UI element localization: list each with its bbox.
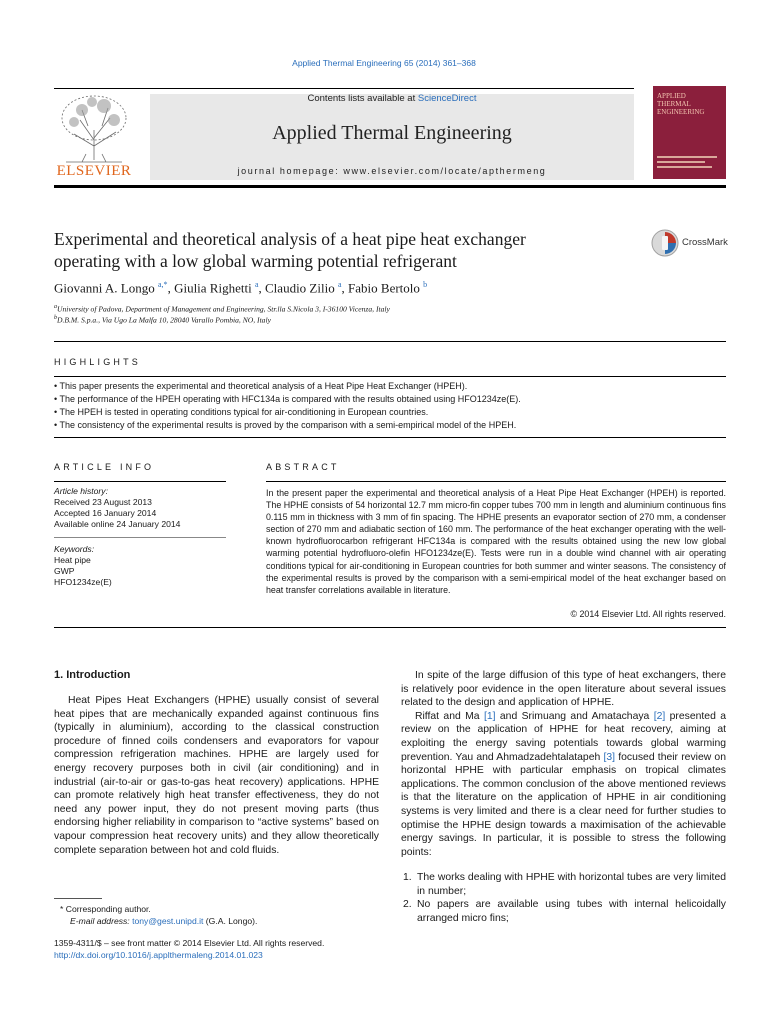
author-affil-mark[interactable]: a [254, 280, 259, 289]
highlights-bottom-rule [54, 437, 726, 438]
abstract-rule [266, 481, 726, 482]
author-name: Giulia Righetti [174, 280, 252, 296]
reference-link[interactable]: [2] [653, 710, 666, 722]
list-item: 2. No papers are available using tubes with internal helicoidally arranged micro fins; [403, 899, 726, 924]
issn-line: 1359-4311/$ – see front matter © 2014 Elsevier Ltd. All rights reserved. [54, 938, 325, 948]
contents-line [150, 93, 634, 104]
header-top-rule [54, 88, 634, 89]
crossmark-label: CrossMark [682, 237, 728, 248]
keyword: HFO1234ze(E) [54, 577, 112, 587]
intro-paragraph: In spite of the large diffusion of this type of heat exchangers, there is relatively poor evidence in the open literature about several issues related to the design and application of HPHE. [401, 670, 726, 709]
affiliation-b: $^b$D.B.M. S.p.a., Via Ugo La Malfa 10, 28040 Varallo Pombia, NO, Italy [54, 315, 271, 325]
author-email-link[interactable]: tony@gest.unipd.it [132, 916, 204, 926]
abstract-copyright: © 2014 Elsevier Ltd. All rights reserved. [570, 609, 726, 619]
highlights-list [54, 380, 726, 432]
contents-prefix: Contents lists available at [307, 93, 418, 104]
abstract-heading: ABSTRACT [266, 462, 340, 472]
footnote-rule [54, 898, 102, 899]
front-matter-bottom-rule [54, 627, 726, 628]
numbered-list [401, 871, 726, 925]
intro-paragraph: Heat Pipes Heat Exchangers (HPHE) usually consist of several heat pipes that are mechanically expanded against continuous fins (typically in aluminium), according to the classical construction procedure of finned coils condensers and evaporators for vapour compression refrigeration machines. HPHE are largely used for energy recovery purposes both in civil (air conditioning) and in industrial (air-to-air or gas-to-gas heat recovery) applications. HPHE can promote relatively high heat transfer effectiveness, they do not need any power input, they do not present moving parts (thus endorsing higher reliability in comparison to “active systems” based on vapour compression heat recovery units) and they allow theoretically complete separation between hot and cold fluids. [54, 695, 379, 856]
highlight-item: • This paper presents the experimental and theoretical analysis of a Heat Pipe Heat Exchanger (HPEH). [54, 380, 726, 393]
corresponding-author-footnote: * Corresponding author. E-mail address: tony@gest.unipd.it (G.A. Longo). [60, 904, 258, 926]
highlight-item: • The performance of the HPEH operating with HFC134a is compared with the results obtained using HFO1234ze(E). [54, 393, 726, 406]
intro-right-column [401, 669, 726, 859]
sciencedirect-link[interactable]: ScienceDirect [417, 93, 477, 104]
paper-title: Experimental and theoretical analysis of a heat pipe heat exchanger operating with a low global warming potential refrigerant [54, 229, 526, 271]
journal-citation[interactable]: Applied Thermal Engineering 65 (2014) 361–368 [292, 58, 476, 68]
journal-cover-thumbnail [653, 86, 726, 179]
journal-homepage[interactable]: journal homepage: www.elsevier.com/locate/apthermeng [237, 166, 547, 176]
author-line: Giovanni A. Longo $^{a,*}$, Giulia Righetti $^a$, Claudio Zilio $^a$, Fabio Bertolo $^b$ [54, 280, 428, 296]
section-heading-introduction: 1. Introduction [54, 669, 131, 681]
journal-title: Applied Thermal Engineering [272, 122, 512, 144]
keyword: Heat pipe [54, 555, 91, 565]
reference-link[interactable]: [1] [483, 710, 496, 722]
article-history: Article history: Received 23 August 2013 Accepted 16 January 2014 Available online 24 January 2014 [54, 486, 181, 529]
cover-fine-print [657, 156, 723, 168]
header-bottom-rule [54, 185, 726, 188]
highlights-heading: HIGHLIGHTS [54, 357, 142, 367]
article-info-rule [54, 481, 226, 482]
author-name: Giovanni A. Longo [54, 280, 155, 296]
intro-left-column [54, 694, 379, 857]
highlights-top-rule [54, 341, 726, 342]
author-affil-mark[interactable]: a,* [158, 280, 168, 289]
author-affil-mark[interactable]: a [337, 280, 342, 289]
highlights-rule [54, 376, 726, 377]
keywords-rule [54, 537, 226, 538]
reference-link[interactable]: [3] [603, 751, 616, 763]
highlight-item: • The HPEH is tested in operating conditions typical for air-conditioning in European countries. [54, 406, 726, 419]
cover-title: APPLIED THERMAL ENGINEERING [657, 92, 705, 116]
keyword: GWP [54, 566, 75, 576]
author-name: Claudio Zilio [265, 280, 335, 296]
author-name: Fabio Bertolo [348, 280, 420, 296]
abstract-text: In the present paper the experimental and theoretical analysis of a Heat Pipe Heat Exchanger (HPEH) is reported. The HPHE consists of 54 horizontal 12.7 mm micro-fin copper tubes 700 mm in length and aluminium continuous fins 0.115 mm in thickness with 3 mm of fin spacing. The HPHE presents an evaporator section of 270 mm, a condenser section of 270 mm and adiabatic section of 160 mm. The performance of the heat exchanger operating with the well-known hydrofluorocarbon refrigerant HFC134a is compared with the results obtained using the new low global warming potential hydrofluoro-olefin HFO1234ze(E). Tests were run in a double wind channel with air operating conditions typical for air-conditioning in European countries for both summer and winter seasons. The consistency of the experimental results is proved by the comparison with a semi-empirical model of the heat exchanger based on heat transfer correlations available in literature. [266, 488, 726, 595]
elsevier-wordmark: ELSEVIER [56, 163, 132, 179]
intro-paragraph: Riffat and Ma [1] and Srimuang and Amatachaya [2] presented a review on the application of HPHE for heat recovery, aiming at exploiting the energy saving potentials towards global warming prevention. Yau and Ahmadzadehtalatapeh [3] focused their review on horizontal HPHE with particular emphasis on tropical climates applications. The common conclusion of the above mentioned reviews is that the literature on the application of HPHE in air conditioning systems is very limited and there is a clear need for further studies to optimise the HPHE design towards a maximisation of the achievable energy savings. In particular, it is possible to stress the following points: [401, 710, 726, 858]
crossmark-icon [651, 229, 679, 257]
crossmark-badge[interactable] [651, 229, 731, 259]
keywords-block: Keywords: Heat pipe GWP HFO1234ze(E) [54, 544, 112, 587]
article-info-heading: ARTICLE INFO [54, 462, 155, 472]
issn-block [54, 937, 324, 961]
doi-link[interactable]: http://dx.doi.org/10.1016/j.applthermaleng.2014.01.023 [54, 950, 263, 960]
affiliation-a: $^a$University of Padova, Department of Management and Engineering, Str.lla S.Nicola 3, I-36100 Vicenza, Italy [54, 304, 390, 314]
author-affil-mark[interactable]: b [423, 280, 428, 289]
highlight-item: • The consistency of the experimental results is proved by the comparison with a semi-empirical model of the HPEH. [54, 419, 726, 432]
list-item: 1. The works dealing with HPHE with horizontal tubes are very limited in number; [403, 872, 726, 897]
